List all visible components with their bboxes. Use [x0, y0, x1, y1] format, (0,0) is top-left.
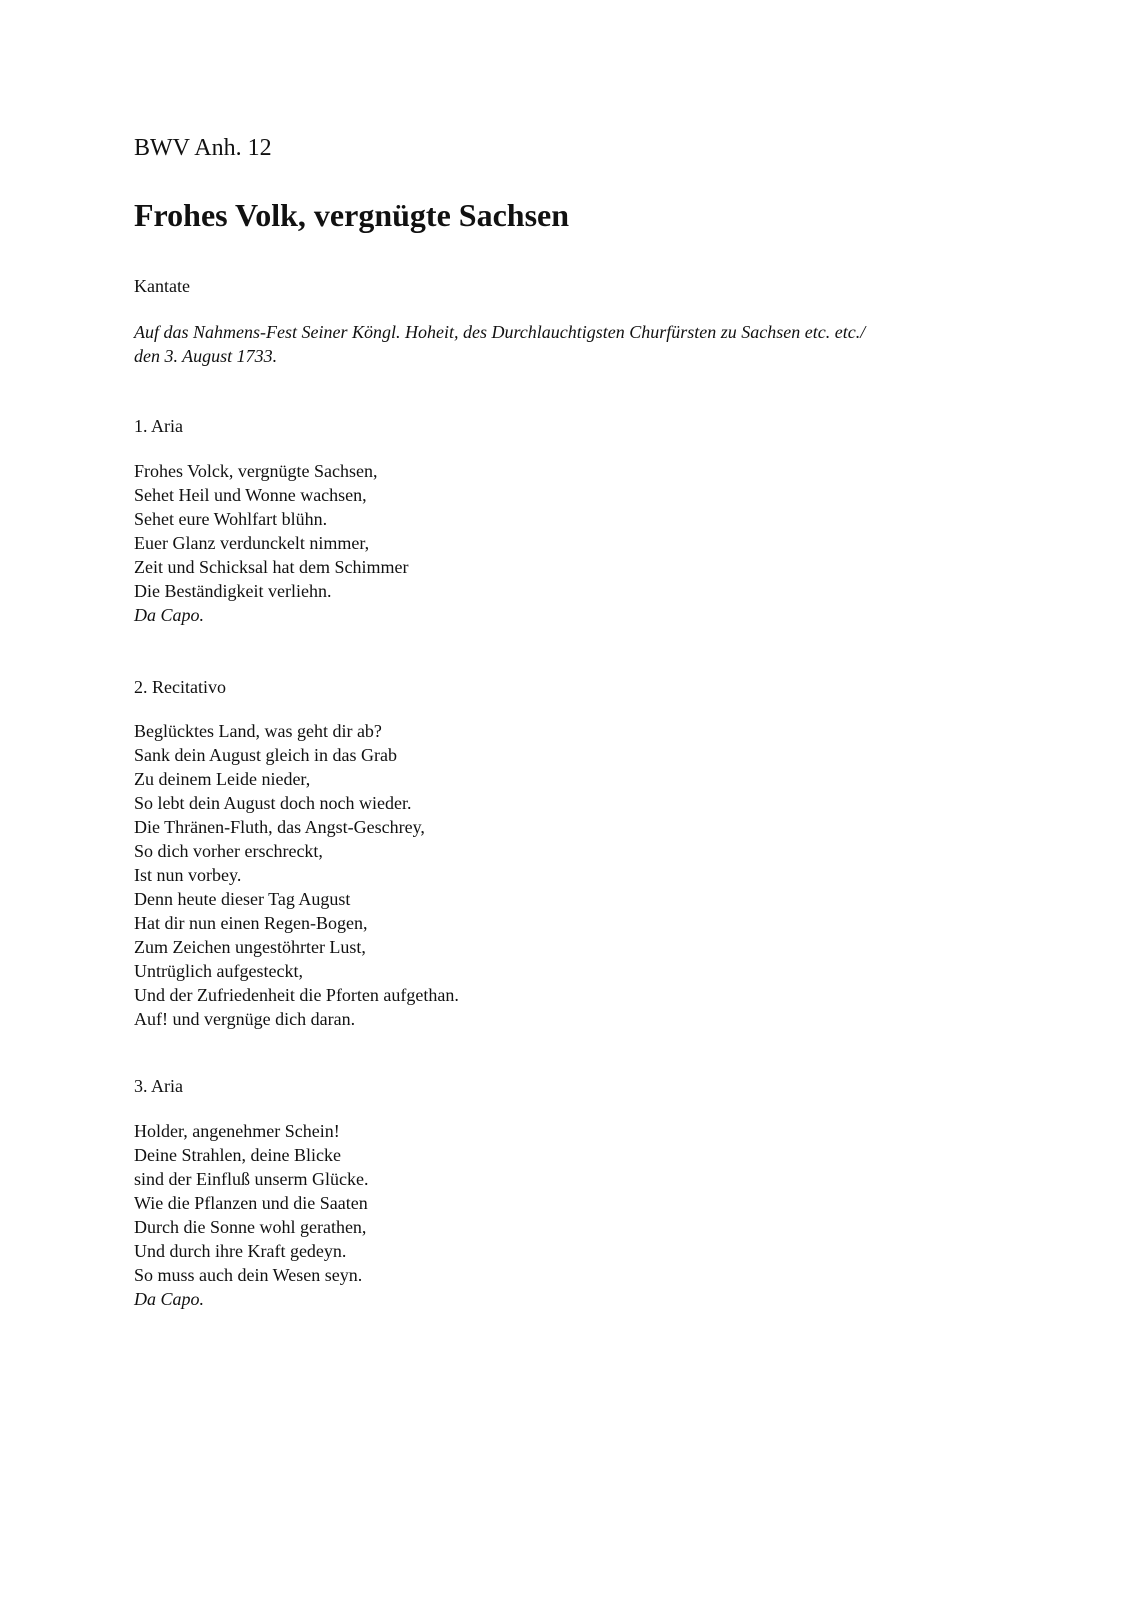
da-capo-marking: Da Capo. — [134, 1289, 205, 1309]
movement-text — [134, 1119, 368, 1311]
verse-line: Wie die Pflanzen und die Saaten — [134, 1193, 368, 1213]
verse-line: So muss auch dein Wesen seyn. — [134, 1265, 363, 1285]
verse-line: Denn heute dieser Tag August — [134, 889, 351, 909]
occasion-line: Auf das Nahmens-Fest Seiner Köngl. Hoheit, des Durchlauchtigsten Churfürsten zu Sachsen etc. etc./ — [134, 322, 866, 342]
verse-line: Und der Zufriedenheit die Pforten aufgethan. — [134, 985, 459, 1005]
movement-heading: 2. Recitativo — [134, 677, 226, 697]
da-capo-marking: Da Capo. — [134, 605, 205, 625]
page-title: Frohes Volk, vergnügte Sachsen — [134, 197, 570, 233]
verse-line: Auf! und vergnüge dich daran. — [134, 1009, 356, 1029]
verse-line: Und durch ihre Kraft gedeyn. — [134, 1241, 347, 1261]
verse-line: Sank dein August gleich in das Grab — [134, 745, 397, 765]
verse-line: Holder, angenehmer Schein! — [134, 1121, 340, 1141]
verse-line: Ist nun vorbey. — [134, 865, 242, 885]
occasion-dedication — [134, 320, 865, 368]
verse-line: Beglücktes Land, was geht dir ab? — [134, 721, 382, 741]
verse-line: Sehet Heil und Wonne wachsen, — [134, 485, 367, 505]
verse-line: Die Thränen-Fluth, das Angst-Geschrey, — [134, 817, 425, 837]
movement-text — [134, 459, 408, 627]
verse-line: Zeit und Schicksal hat dem Schimmer — [134, 557, 409, 577]
catalog-number: BWV Anh. 12 — [134, 135, 272, 161]
verse-line: Euer Glanz verdunckelt nimmer, — [134, 533, 370, 553]
verse-line: Zum Zeichen ungestöhrter Lust, — [134, 937, 366, 957]
verse-line: Deine Strahlen, deine Blicke — [134, 1145, 341, 1165]
verse-line: sind der Einfluß unserm Glücke. — [134, 1169, 369, 1189]
verse-line: Sehet eure Wohlfart blühn. — [134, 509, 328, 529]
verse-line: So lebt dein August doch noch wieder. — [134, 793, 412, 813]
verse-line: Durch die Sonne wohl gerathen, — [134, 1217, 367, 1237]
movement-heading: 1. Aria — [134, 416, 183, 436]
occasion-line: den 3. August 1733. — [134, 346, 278, 366]
verse-line: Hat dir nun einen Regen-Bogen, — [134, 913, 368, 933]
movement-heading: 3. Aria — [134, 1076, 183, 1096]
verse-line: Untrüglich aufgesteckt, — [134, 961, 303, 981]
verse-line: Frohes Volck, vergnügte Sachsen, — [134, 461, 378, 481]
verse-line: Zu deinem Leide nieder, — [134, 769, 311, 789]
genre-label: Kantate — [134, 276, 190, 296]
movement-text — [134, 719, 459, 1031]
verse-line: So dich vorher erschreckt, — [134, 841, 323, 861]
verse-line: Die Beständigkeit verliehn. — [134, 581, 332, 601]
